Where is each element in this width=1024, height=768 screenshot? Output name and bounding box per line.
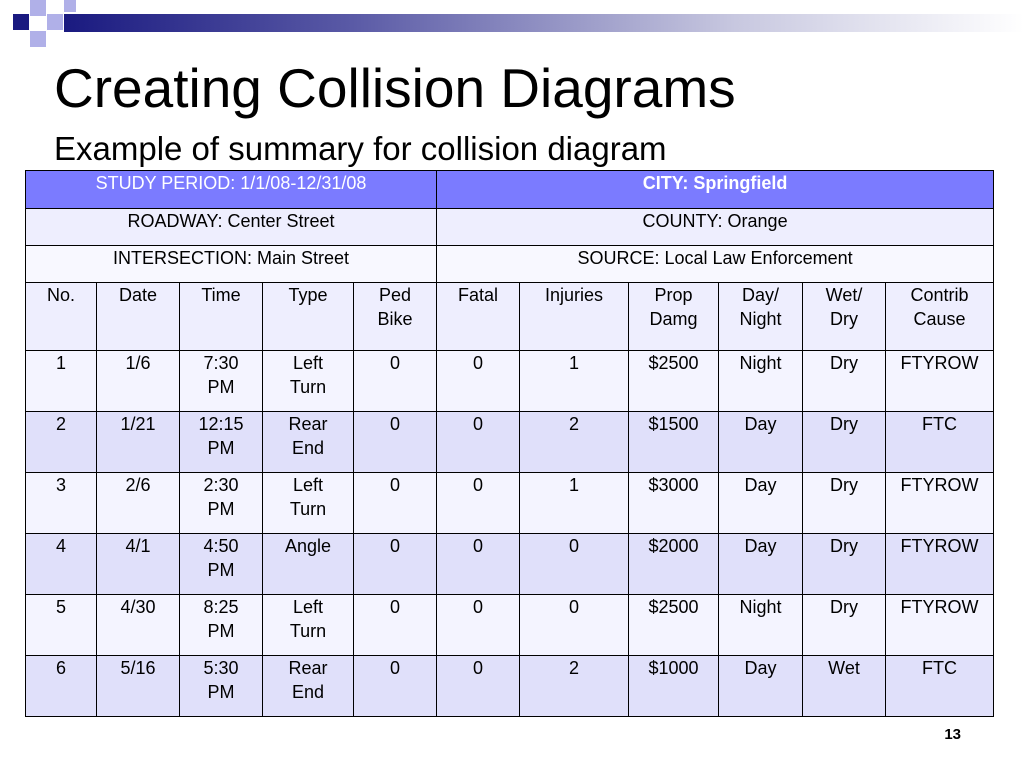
cell-line: 0 — [473, 536, 484, 556]
table-cell — [26, 534, 97, 595]
table-cell — [520, 351, 629, 412]
cell-line: FTYROW — [900, 353, 979, 373]
cell-line: FTC — [922, 658, 958, 678]
cell-line: End — [291, 438, 325, 458]
cell-line: 0 — [569, 536, 580, 556]
table-cell — [520, 534, 629, 595]
table-cell — [180, 412, 263, 473]
table-cell — [354, 534, 437, 595]
table-cell — [354, 595, 437, 656]
table-cell — [886, 534, 994, 595]
cell-line: 1 — [55, 353, 66, 373]
slide-subtitle: Example of summary for collision diagram — [54, 130, 667, 167]
cell-line: Wet — [828, 658, 860, 678]
header-gradient-bar — [64, 14, 1024, 32]
cell-line: Day — [744, 536, 777, 556]
table-cell — [803, 473, 886, 534]
table-cell — [97, 595, 180, 656]
cell-line: FTYROW — [900, 475, 979, 495]
table-cell — [886, 656, 994, 717]
column-header-line: Date — [118, 285, 158, 305]
column-header — [97, 283, 180, 351]
cell-line: End — [291, 682, 325, 702]
table-row — [26, 412, 994, 473]
cell-line: 4 — [55, 536, 66, 556]
cell-line: 0 — [473, 475, 484, 495]
source-cell: SOURCE: Local Law Enforcement — [437, 246, 994, 283]
column-header — [26, 283, 97, 351]
column-header-line: Damg — [649, 309, 698, 329]
cell-line: Turn — [289, 621, 327, 641]
cell-line: PM — [207, 682, 235, 702]
cell-line: FTYROW — [900, 597, 979, 617]
study-period-cell: STUDY PERIOD: 1/1/08-12/31/08 — [26, 171, 437, 209]
table-row — [26, 534, 994, 595]
cell-line: Rear — [288, 414, 328, 434]
table-cell — [26, 473, 97, 534]
table-cell — [26, 595, 97, 656]
table-cell — [437, 412, 520, 473]
table-cell — [719, 473, 803, 534]
column-header — [629, 283, 719, 351]
cell-line: 0 — [390, 414, 401, 434]
column-header — [437, 283, 520, 351]
cell-line: 0 — [473, 353, 484, 373]
roadway-row — [26, 209, 994, 246]
table-cell — [354, 412, 437, 473]
cell-line: Rear — [288, 658, 328, 678]
intersection-cell: INTERSECTION: Main Street — [26, 246, 437, 283]
cell-line: PM — [207, 560, 235, 580]
column-header — [803, 283, 886, 351]
table-cell — [719, 412, 803, 473]
collision-summary-table — [25, 170, 994, 717]
cell-line: 5 — [55, 597, 66, 617]
cell-line: $2500 — [648, 597, 699, 617]
cell-line: 0 — [569, 597, 580, 617]
column-header-line: Night — [739, 309, 782, 329]
cell-line: 12:15 — [198, 414, 244, 434]
cell-line: 8:25 — [203, 597, 239, 617]
cell-line: Day — [744, 414, 777, 434]
column-header — [354, 283, 437, 351]
table-cell — [520, 656, 629, 717]
column-header-line: Cause — [913, 309, 966, 329]
table-cell — [263, 534, 354, 595]
cell-line: 3 — [55, 475, 66, 495]
table-cell — [437, 473, 520, 534]
cell-line: $1000 — [648, 658, 699, 678]
table-cell — [97, 656, 180, 717]
cell-line: Dry — [830, 353, 859, 373]
column-header-row — [26, 283, 994, 351]
table-cell — [886, 351, 994, 412]
table-cell — [354, 656, 437, 717]
table-cell — [354, 351, 437, 412]
cell-line: 4/30 — [120, 597, 156, 617]
column-header-line: Prop — [654, 285, 693, 305]
county-cell: COUNTY: Orange — [437, 209, 994, 246]
table-cell — [437, 534, 520, 595]
column-header — [520, 283, 629, 351]
cell-line: Dry — [830, 475, 859, 495]
cell-line: 4/1 — [125, 536, 151, 556]
table-cell — [719, 595, 803, 656]
table-row — [26, 351, 994, 412]
table-cell — [26, 412, 97, 473]
cell-line: $2500 — [648, 353, 699, 373]
cell-line: 0 — [473, 414, 484, 434]
cell-line: 2 — [569, 414, 580, 434]
study-period-row — [26, 171, 994, 209]
table-cell — [97, 473, 180, 534]
table-cell — [354, 473, 437, 534]
table-row — [26, 595, 994, 656]
intersection-row — [26, 246, 994, 283]
cell-line: Night — [739, 597, 782, 617]
cell-line: 5:30 — [203, 658, 239, 678]
cell-line: 2:30 — [203, 475, 239, 495]
cell-line: Day — [744, 658, 777, 678]
column-header — [263, 283, 354, 351]
table-cell — [520, 473, 629, 534]
cell-line: Dry — [830, 536, 859, 556]
table-cell — [719, 656, 803, 717]
cell-line: Angle — [284, 536, 332, 556]
column-header-line: Contrib — [910, 285, 969, 305]
cell-line: PM — [207, 377, 235, 397]
cell-line: 0 — [390, 536, 401, 556]
column-header-line: No. — [46, 285, 75, 305]
cell-line: 7:30 — [203, 353, 239, 373]
table-cell — [803, 534, 886, 595]
column-header — [719, 283, 803, 351]
cell-line: Left — [292, 475, 324, 495]
table-cell — [97, 351, 180, 412]
table-cell — [180, 351, 263, 412]
cell-line: Day — [744, 475, 777, 495]
cell-line: Turn — [289, 499, 327, 519]
table-cell — [180, 473, 263, 534]
table-cell — [803, 351, 886, 412]
cell-line: PM — [207, 621, 235, 641]
table-cell — [629, 351, 719, 412]
table-cell — [263, 473, 354, 534]
table-cell — [263, 412, 354, 473]
cell-line: Dry — [830, 414, 859, 434]
cell-line: 0 — [473, 658, 484, 678]
cell-line: FTC — [922, 414, 958, 434]
cell-line: $2000 — [648, 536, 699, 556]
column-header-line: Type — [288, 285, 328, 305]
cell-line: 2/6 — [125, 475, 151, 495]
table-cell — [719, 534, 803, 595]
table-cell — [180, 534, 263, 595]
table-row — [26, 656, 994, 717]
table-cell — [520, 595, 629, 656]
table-cell — [803, 656, 886, 717]
table-cell — [719, 351, 803, 412]
table-cell — [629, 595, 719, 656]
cell-line: $1500 — [648, 414, 699, 434]
table-cell — [629, 412, 719, 473]
table-cell — [180, 595, 263, 656]
cell-line: Left — [292, 353, 324, 373]
table-cell — [97, 412, 180, 473]
table-cell — [180, 656, 263, 717]
cell-line: 0 — [390, 658, 401, 678]
cell-line: 2 — [569, 658, 580, 678]
cell-line: 4:50 — [203, 536, 239, 556]
cell-line: $3000 — [648, 475, 699, 495]
table-cell — [437, 656, 520, 717]
cell-line: 1/21 — [120, 414, 156, 434]
city-cell: CITY: Springfield — [437, 171, 994, 209]
cell-line: 0 — [390, 475, 401, 495]
cell-line: PM — [207, 438, 235, 458]
cell-line: 0 — [390, 353, 401, 373]
cell-line: 1 — [569, 475, 580, 495]
table-cell — [629, 473, 719, 534]
table-cell — [26, 656, 97, 717]
table-cell — [886, 473, 994, 534]
column-header-line: Injuries — [545, 285, 604, 305]
cell-line: Turn — [289, 377, 327, 397]
cell-line: 6 — [55, 658, 66, 678]
table-cell — [520, 412, 629, 473]
column-header-line: Ped — [378, 285, 412, 305]
table-cell — [886, 412, 994, 473]
cell-line: 0 — [390, 597, 401, 617]
cell-line: 0 — [473, 597, 484, 617]
cell-line: Night — [739, 353, 782, 373]
table-cell — [629, 656, 719, 717]
cell-line: FTYROW — [900, 536, 979, 556]
table-cell — [437, 351, 520, 412]
column-header-line: Day/ — [742, 285, 780, 305]
cell-line: Dry — [830, 597, 859, 617]
table-cell — [629, 534, 719, 595]
column-header-line: Wet/ — [825, 285, 863, 305]
roadway-cell: ROADWAY: Center Street — [26, 209, 437, 246]
column-header — [886, 283, 994, 351]
cell-line: 2 — [55, 414, 66, 434]
column-header — [180, 283, 263, 351]
table-cell — [803, 595, 886, 656]
cell-line: Left — [292, 597, 324, 617]
table-cell — [26, 351, 97, 412]
column-header-line: Bike — [377, 309, 413, 329]
table-cell — [886, 595, 994, 656]
column-header-line: Time — [201, 285, 241, 305]
table-row — [26, 473, 994, 534]
page-number: 13 — [944, 726, 961, 743]
table-cell — [263, 351, 354, 412]
cell-line: PM — [207, 499, 235, 519]
table-cell — [437, 595, 520, 656]
cell-line: 5/16 — [120, 658, 156, 678]
table-cell — [263, 656, 354, 717]
column-header-line: Dry — [830, 309, 859, 329]
table-cell — [263, 595, 354, 656]
table-cell — [97, 534, 180, 595]
slide-title: Creating Collision Diagrams — [54, 57, 736, 119]
cell-line: 1 — [569, 353, 580, 373]
cell-line: 1/6 — [125, 353, 151, 373]
column-header-line: Fatal — [458, 285, 499, 305]
table-cell — [803, 412, 886, 473]
